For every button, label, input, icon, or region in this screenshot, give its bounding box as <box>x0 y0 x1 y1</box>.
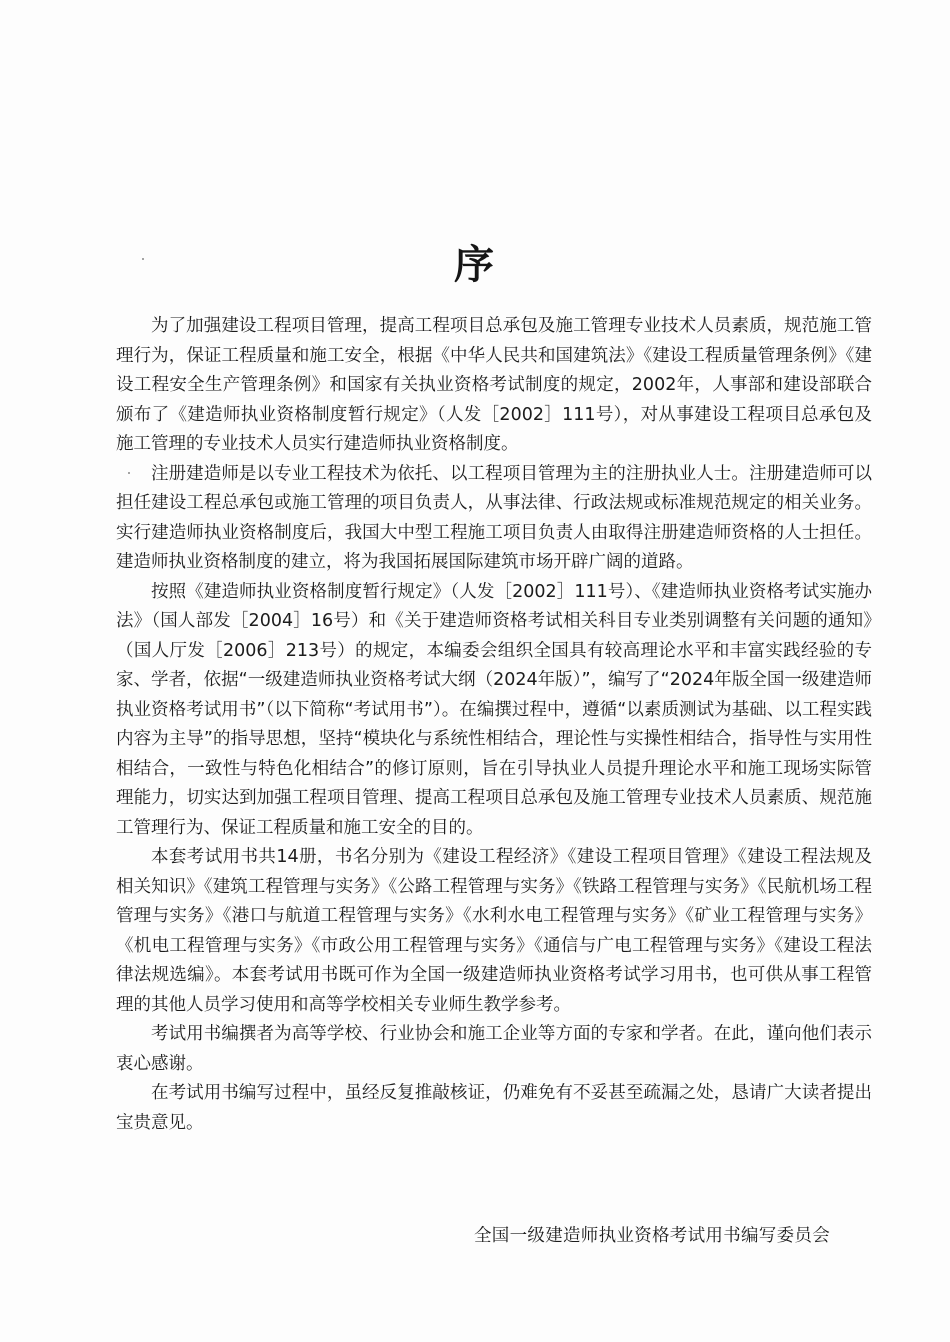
paragraph-1: 为了加强建设工程项目管理，提高工程项目总承包及施工管理专业技术人员素质，规范施工管理行为，保证工程质量和施工安全，根据《中华人民共和国建筑法》《建设工程质量管理条例》《建设工程安全生产管理条例》和国家有关执业资格考试制度的规定，2002年，人事部和建设部联合颁布了《建造师执业资格制度暂行规定》（人发［2002］111号），对从事建设工程项目总承包及施工管理的专业技术人员实行建造师执业资格制度。 <box>116 316 872 454</box>
paragraph-3: 按照《建造师执业资格制度暂行规定》（人发［2002］111号）、《建造师执业资格考试实施办法》（国人部发［2004］16号）和《关于建造师资格考试相关科目专业类别调整有关问题的通知》（国人厅发［2006］213号）的规定，本编委会组织全国具有较高理论水平和丰富实践经验的专家、学者，依据“一级建造师执业资格考试大纲（2024年版）”，编写了“2024年版全国一级建造师执业资格考试用书”（以下简称“考试用书”）。在编撰过程中，遵循“以素质测试为基础、以工程实践内容为主导”的指导思想，坚持“模块化与系统性相结合，理论性与实操性相结合，指导性与实用性相结合，一致性与特色化相结合”的修订原则，旨在引导执业人员提升理论水平和施工现场实际管理能力，切实达到加强工程项目管理、提高工程项目总承包及施工管理专业技术人员素质、规范施工管理行为、保证工程质量和施工安全的目的。 <box>116 581 872 838</box>
page-title: 序 <box>454 240 496 288</box>
paragraph-4: 本套考试用书共14册，书名分别为《建设工程经济》《建设工程项目管理》《建设工程法规及相关知识》《建筑工程管理与实务》《公路工程管理与实务》《铁路工程管理与实务》《民航机场工程管理与实务》《港口与航道工程管理与实务》《水利水电工程管理与实务》《矿业工程管理与实务》《机电工程管理与实务》《市政公用工程管理与实务》《通信与广电工程管理与实务》《建设工程法律法规选编》。本套考试用书既可作为全国一级建造师执业资格考试学习用书，也可供从事工程管理的其他人员学习使用和高等学校相关专业师生教学参考。 <box>116 847 872 1015</box>
paragraph-6: 在考试用书编写过程中，虽经反复推敲核证，仍难免有不妥甚至疏漏之处，恳请广大读者提出宝贵意见。 <box>116 1083 872 1133</box>
paragraph-2: 注册建造师是以专业工程技术为依托、以工程项目管理为主的注册执业人士。注册建造师可以担任建设工程总承包或施工管理的项目负责人，从事法律、行政法规或标准规范规定的相关业务。实行建造师执业资格制度后，我国大中型工程施工项目负责人由取得注册建造师资格的人士担任。建造师执业资格制度的建立，将为我国拓展国际建筑市场开辟广阔的道路。 <box>116 463 872 572</box>
paragraph-5: 考试用书编撰者为高等学校、行业协会和施工企业等方面的专家和学者。在此，谨向他们表示衷心感谢。 <box>116 1024 872 1074</box>
signature: 全国一级建造师执业资格考试用书编写委员会 <box>474 1226 830 1246</box>
preface-body <box>116 312 872 1138</box>
